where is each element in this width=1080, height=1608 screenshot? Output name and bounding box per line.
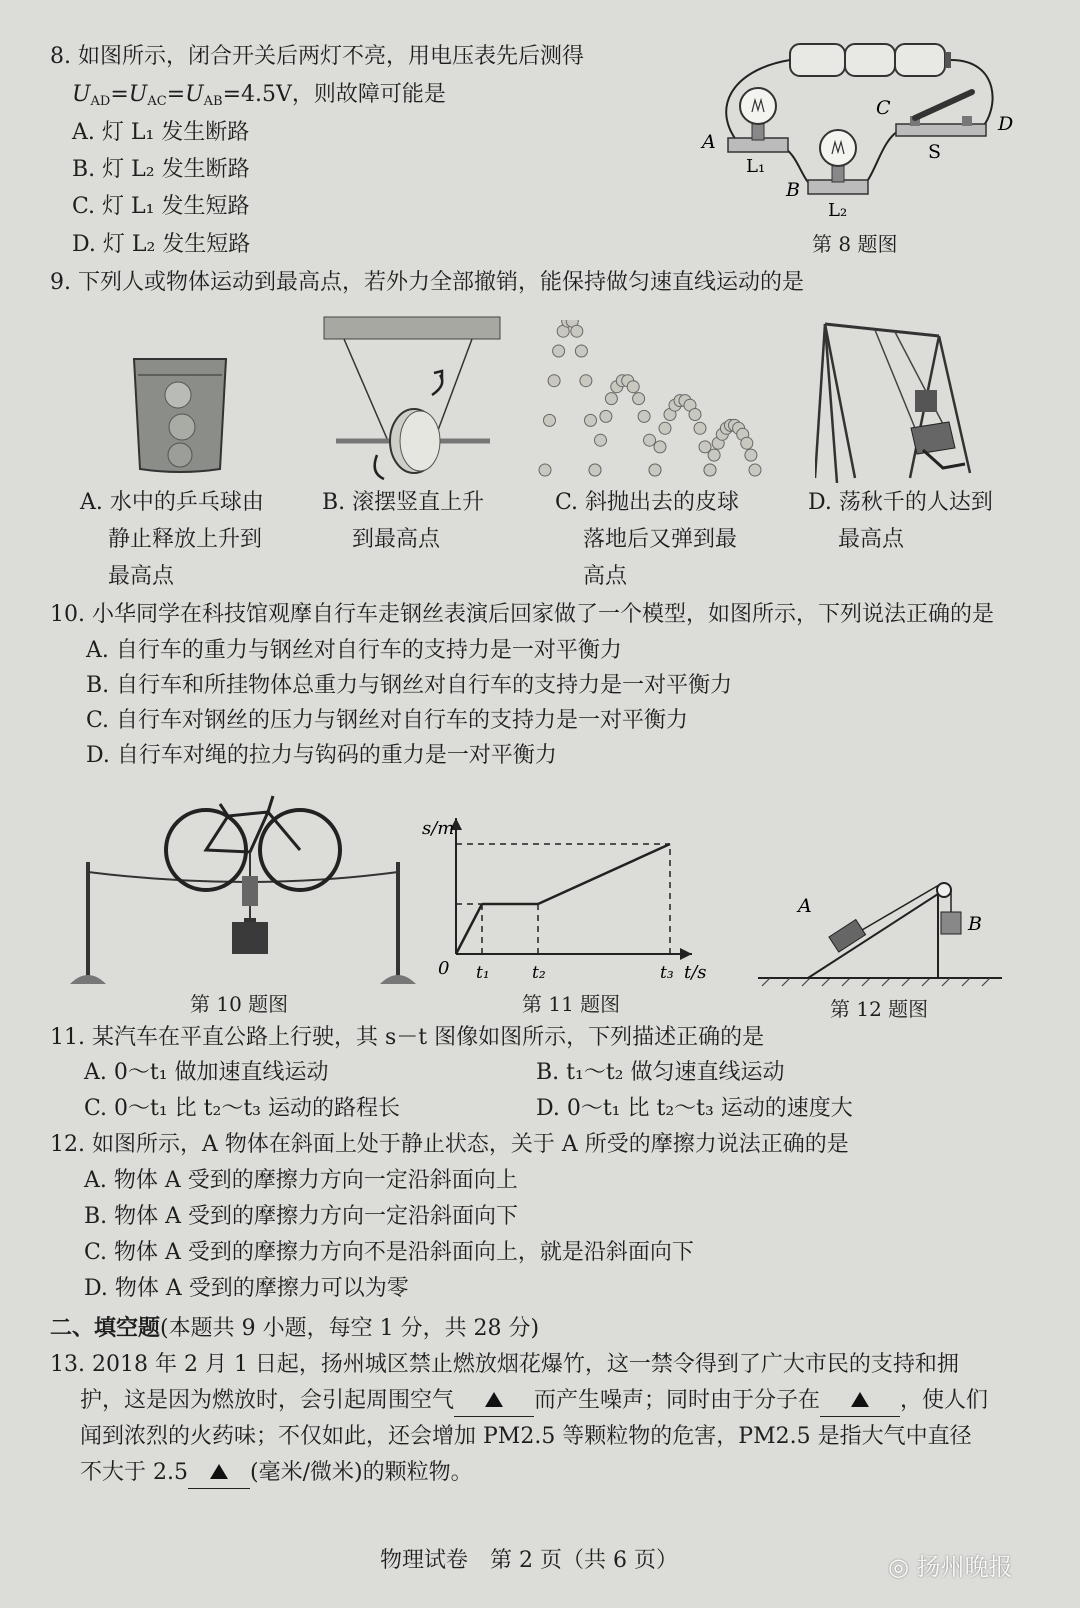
bicycle-wire-figure: [68, 792, 428, 992]
ball-trail-dot: [580, 375, 592, 387]
q13-line2-part2: 而产生噪声；同时由于分子在: [534, 1388, 821, 1413]
circuit-figure: [700, 30, 1040, 240]
q8-option-c: C. 灯 L₁ 发生短路: [72, 194, 250, 219]
label-l1: L₁: [746, 156, 766, 177]
roll-pendulum-figure: [322, 315, 502, 485]
graph-t2: t₂: [532, 963, 546, 983]
section2-heading: [50, 1313, 539, 1344]
label-a: A: [702, 131, 716, 153]
label-s: S: [928, 141, 942, 163]
q9-option-c-line3: 高点: [583, 564, 628, 589]
q12-stem: 12. 如图所示，A 物体在斜面上处于静止状态，关于 A 所受的摩擦力说法正确的是: [50, 1132, 849, 1157]
ball-trail-dot: [689, 409, 701, 421]
volt-ac: AC: [147, 94, 167, 109]
ball-trail-dot: [605, 393, 617, 405]
q11-option-d: D. 0～t₁ 比 t₂～t₃ 运动的速度大: [536, 1096, 853, 1121]
ball-trail-dot: [633, 393, 645, 405]
watermark-text: 扬州晚报: [916, 1553, 1013, 1581]
q8-option-b: B. 灯 L₂ 发生断路: [72, 157, 250, 182]
label-d: D: [998, 113, 1014, 135]
volt-u2: U: [128, 82, 148, 107]
triangle-marker-icon: [485, 1392, 503, 1407]
ball-trail-dot: [575, 345, 587, 357]
q10-stem: 10. 小华同学在科技馆观摩自行车走钢丝表演后回家做了一个模型，如图所示，下列说法正确的是: [50, 602, 994, 627]
ball-trail-dot: [659, 422, 671, 434]
q9-option-b-line1: B. 滚摆竖直上升: [322, 490, 485, 515]
q12-option-d: D. 物体 A 受到的摩擦力可以为零: [84, 1276, 409, 1301]
q8-caption: 第 8 题图: [812, 232, 898, 256]
graph-xlabel: t/s: [684, 962, 707, 983]
bouncing-ball-figure: [535, 320, 765, 480]
ball-trail-dot: [571, 325, 583, 337]
q13-line3: 闻到浓烈的火药味；不仅如此，还会增加 PM2.5 等颗粒物的危害，PM2.5 是指大气中直径: [80, 1424, 972, 1449]
ball-trail-dot: [548, 375, 560, 387]
ball-trail-dot: [539, 464, 551, 476]
volt-ab: AB: [203, 94, 223, 109]
ball-trail-dot: [627, 381, 639, 393]
q12-option-b: B. 物体 A 受到的摩擦力方向一定沿斜面向下: [84, 1204, 519, 1229]
volt-u3: U: [185, 82, 204, 107]
blank-3[interactable]: [188, 1458, 250, 1489]
q12-option-c: C. 物体 A 受到的摩擦力方向不是沿斜面向上，就是沿斜面向下: [84, 1240, 694, 1265]
q8-stem: 8. 如图所示，闭合开关后两灯不亮，用电压表先后测得: [50, 44, 584, 69]
wechat-icon: ◎: [888, 1553, 909, 1581]
q11-stem: 11. 某汽车在平直公路上行驶，其 s－t 图像如图所示，下列描述正确的是: [50, 1025, 765, 1050]
q11-caption: 第 11 题图: [522, 992, 621, 1016]
ball-trail-dot: [741, 437, 753, 449]
ball-trail-dot: [644, 434, 656, 446]
ball-trail-dot: [708, 449, 720, 461]
switch-s: [896, 92, 986, 136]
ball-trail-dot: [553, 345, 565, 357]
q11-option-c: C. 0～t₁ 比 t₂～t₃ 运动的路程长: [84, 1096, 400, 1121]
blank-2[interactable]: [820, 1386, 900, 1417]
q13-line2: [80, 1386, 988, 1417]
q13-line4-part1: 不大于 2.5: [80, 1460, 188, 1485]
lamp-l2: [808, 130, 868, 194]
volt-u1: U: [72, 82, 91, 107]
incline-figure: [758, 868, 1008, 998]
label-b: B: [786, 179, 800, 201]
lamp-l1: [728, 88, 788, 152]
graph-t1: t₁: [476, 963, 490, 983]
q10-option-c: C. 自行车对钢丝的压力与钢丝对自行车的支持力是一对平衡力: [86, 708, 689, 733]
q9-option-c-line2: 落地后又弹到最: [583, 527, 738, 552]
ball-trail-dot: [649, 464, 661, 476]
beaker-figure: [130, 355, 230, 475]
battery-pack: [790, 44, 951, 76]
volt-tail: =4.5V，则故障可能是: [222, 82, 446, 107]
blank-1[interactable]: [454, 1386, 534, 1417]
ball-trail-dot: [589, 464, 601, 476]
segment-t2-t3: [538, 844, 670, 904]
page-footer: 物理试卷 第 2 页（共 6 页）: [380, 1548, 678, 1573]
q9-option-a-line1: A. 水中的乒乓球由: [80, 490, 264, 515]
watermark: [888, 1547, 1013, 1582]
q11-option-b: B. t₁～t₂ 做匀速直线运动: [536, 1060, 785, 1085]
label-l2: L₂: [828, 200, 848, 221]
ball-trail-dot: [654, 441, 666, 453]
label-c: C: [876, 97, 891, 119]
triangle-marker-icon: [210, 1464, 228, 1479]
segment-0-t1: [456, 904, 482, 954]
q8-voltage-line: [72, 80, 446, 117]
st-graph-figure: [420, 808, 730, 986]
q9-option-a-line2: 静止释放上升到: [108, 527, 263, 552]
q9-option-a-line3: 最高点: [108, 564, 175, 589]
incline-label-b: B: [968, 913, 982, 935]
swing-figure: [815, 318, 995, 483]
q11-option-a: A. 0～t₁ 做加速直线运动: [84, 1060, 329, 1085]
graph-origin: 0: [438, 958, 450, 979]
section2-note: (本题共 9 小题，每空 1 分，共 28 分): [160, 1316, 540, 1341]
q10-option-b: B. 自行车和所挂物体总重力与钢丝对自行车的支持力是一对平衡力: [86, 673, 733, 698]
incline-label-a: A: [798, 895, 812, 917]
volt-ad: AD: [90, 94, 111, 109]
q10-caption: 第 10 题图: [190, 992, 289, 1016]
ball-trail-dot: [704, 464, 716, 476]
graph-t3: t₃: [660, 963, 674, 983]
q13-line4: [80, 1458, 473, 1489]
ball-trail-dot: [544, 414, 556, 426]
volt-eq2: =: [166, 82, 186, 107]
q13-line2-part3: ，使人们: [900, 1388, 989, 1413]
ball-trail-dot: [694, 422, 706, 434]
ball-trail-dot: [595, 434, 607, 446]
triangle-marker-icon: [851, 1392, 869, 1407]
q10-option-d: D. 自行车对绳的拉力与钩码的重力是一对平衡力: [86, 743, 557, 768]
q8-option-a: A. 灯 L₁ 发生断路: [72, 120, 250, 145]
q13-line4-part2: (毫米/微米)的颗粒物。: [249, 1460, 473, 1485]
q9-option-c-line1: C. 斜抛出去的皮球: [555, 490, 740, 515]
ball-trail-dot: [745, 449, 757, 461]
q9-stem: 9. 下列人或物体运动到最高点，若外力全部撤销，能保持做匀速直线运动的是: [50, 270, 804, 295]
ball-trail-dot: [638, 410, 650, 422]
q12-caption: 第 12 题图: [830, 997, 929, 1021]
q9-option-d-line2: 最高点: [838, 527, 905, 552]
q9-option-d-line1: D. 荡秋千的人达到: [808, 490, 993, 515]
q12-option-a: A. 物体 A 受到的摩擦力方向一定沿斜面向上: [84, 1168, 518, 1193]
volt-eq1: =: [110, 82, 129, 107]
graph-ylabel: s/m: [422, 818, 455, 839]
ball-trail-dot: [600, 410, 612, 422]
q8-option-d: D. 灯 L₂ 发生短路: [72, 232, 251, 257]
q13-line2-part1: 护，这是因为燃放时，会引起周围空气: [80, 1388, 455, 1413]
ball-trail-dot: [585, 414, 597, 426]
ball-trail-dot: [749, 464, 761, 476]
q13-line1: 13. 2018 年 2 月 1 日起，扬州城区禁止燃放烟花爆竹，这一禁令得到了广大市民的支持和拥: [50, 1352, 959, 1377]
q9-option-b-line2: 到最高点: [352, 527, 441, 552]
section2-title: 二、填空题: [50, 1315, 161, 1341]
q10-option-a: A. 自行车的重力与钢丝对自行车的支持力是一对平衡力: [86, 638, 622, 663]
